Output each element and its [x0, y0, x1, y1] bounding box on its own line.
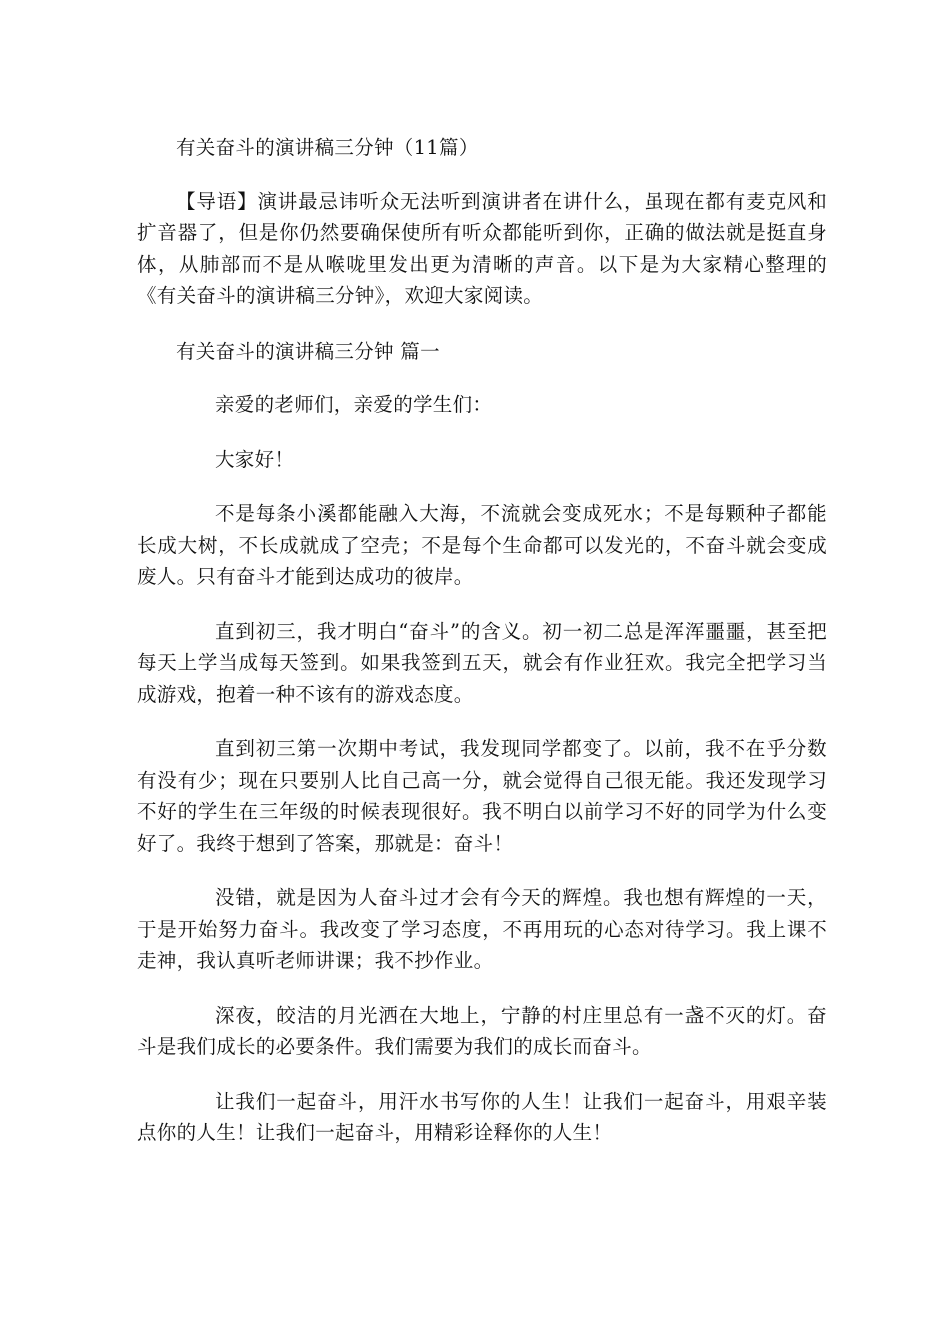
document-body — [137, 132, 827, 1172]
section-title: 有关奋斗的演讲稿三分钟 篇一 — [176, 339, 440, 363]
paragraph-greeting: 大家好！ — [215, 447, 295, 471]
intro-paragraph: 【导语】演讲最忌讳听众无法听到演讲者在讲什么，虽现在都有麦克风和扩音器了，但是你仍然要确保使所有听众都能听到你，正确的做法就是挺直身体，从肺部而不是从喉咙里发出更为清晰的声音。以下是为大家精心整理的《有关奋斗的演讲稿三分钟》，欢迎大家阅读。 — [137, 189, 827, 307]
paragraph-salutation: 亲爱的老师们，亲爱的学生们： — [215, 393, 493, 416]
paragraph: 直到初三第一次期中考试，我发现同学都变了。以前，我不在乎分数有没有少；现在只要别人比自己高一分，就会觉得自己很无能。我还发现学习不好的学生在三年级的时候表现很好。我不明白以前学习不好的同学为什么变好了。我终于想到了答案，那就是：奋斗！ — [137, 737, 827, 855]
document-title: 有关奋斗的演讲稿三分钟（11篇） — [176, 136, 479, 159]
paragraph: 不是每条小溪都能融入大海，不流就会变成死水；不是每颗种子都能长成大树，不长成就成了空壳；不是每个生命都可以发光的，不奋斗就会变成废人。只有奋斗才能到达成功的彼岸。 — [137, 502, 827, 588]
paragraph: 没错，就是因为人奋斗过才会有今天的辉煌。我也想有辉煌的一天，于是开始努力奋斗。我改变了学习态度，不再用玩的心态对待学习。我上课不走神，我认真听老师讲课；我不抄作业。 — [137, 886, 827, 972]
paragraph: 深夜，皎洁的月光洒在大地上，宁静的村庄里总有一盏不灭的灯。奋斗是我们成长的必要条件。我们需要为我们的成长而奋斗。 — [137, 1003, 827, 1058]
paragraph: 直到初三，我才明白“奋斗”的含义。初一初二总是浑浑噩噩，甚至把每天上学当成每天签到。如果我签到五天，就会有作业狂欢。我完全把学习当成游戏，抱着一种不该有的游戏态度。 — [137, 619, 827, 706]
paragraph: 让我们一起奋斗，用汗水书写你的人生！让我们一起奋斗，用艰辛装点你的人生！让我们一起奋斗，用精彩诠释你的人生！ — [137, 1089, 827, 1144]
